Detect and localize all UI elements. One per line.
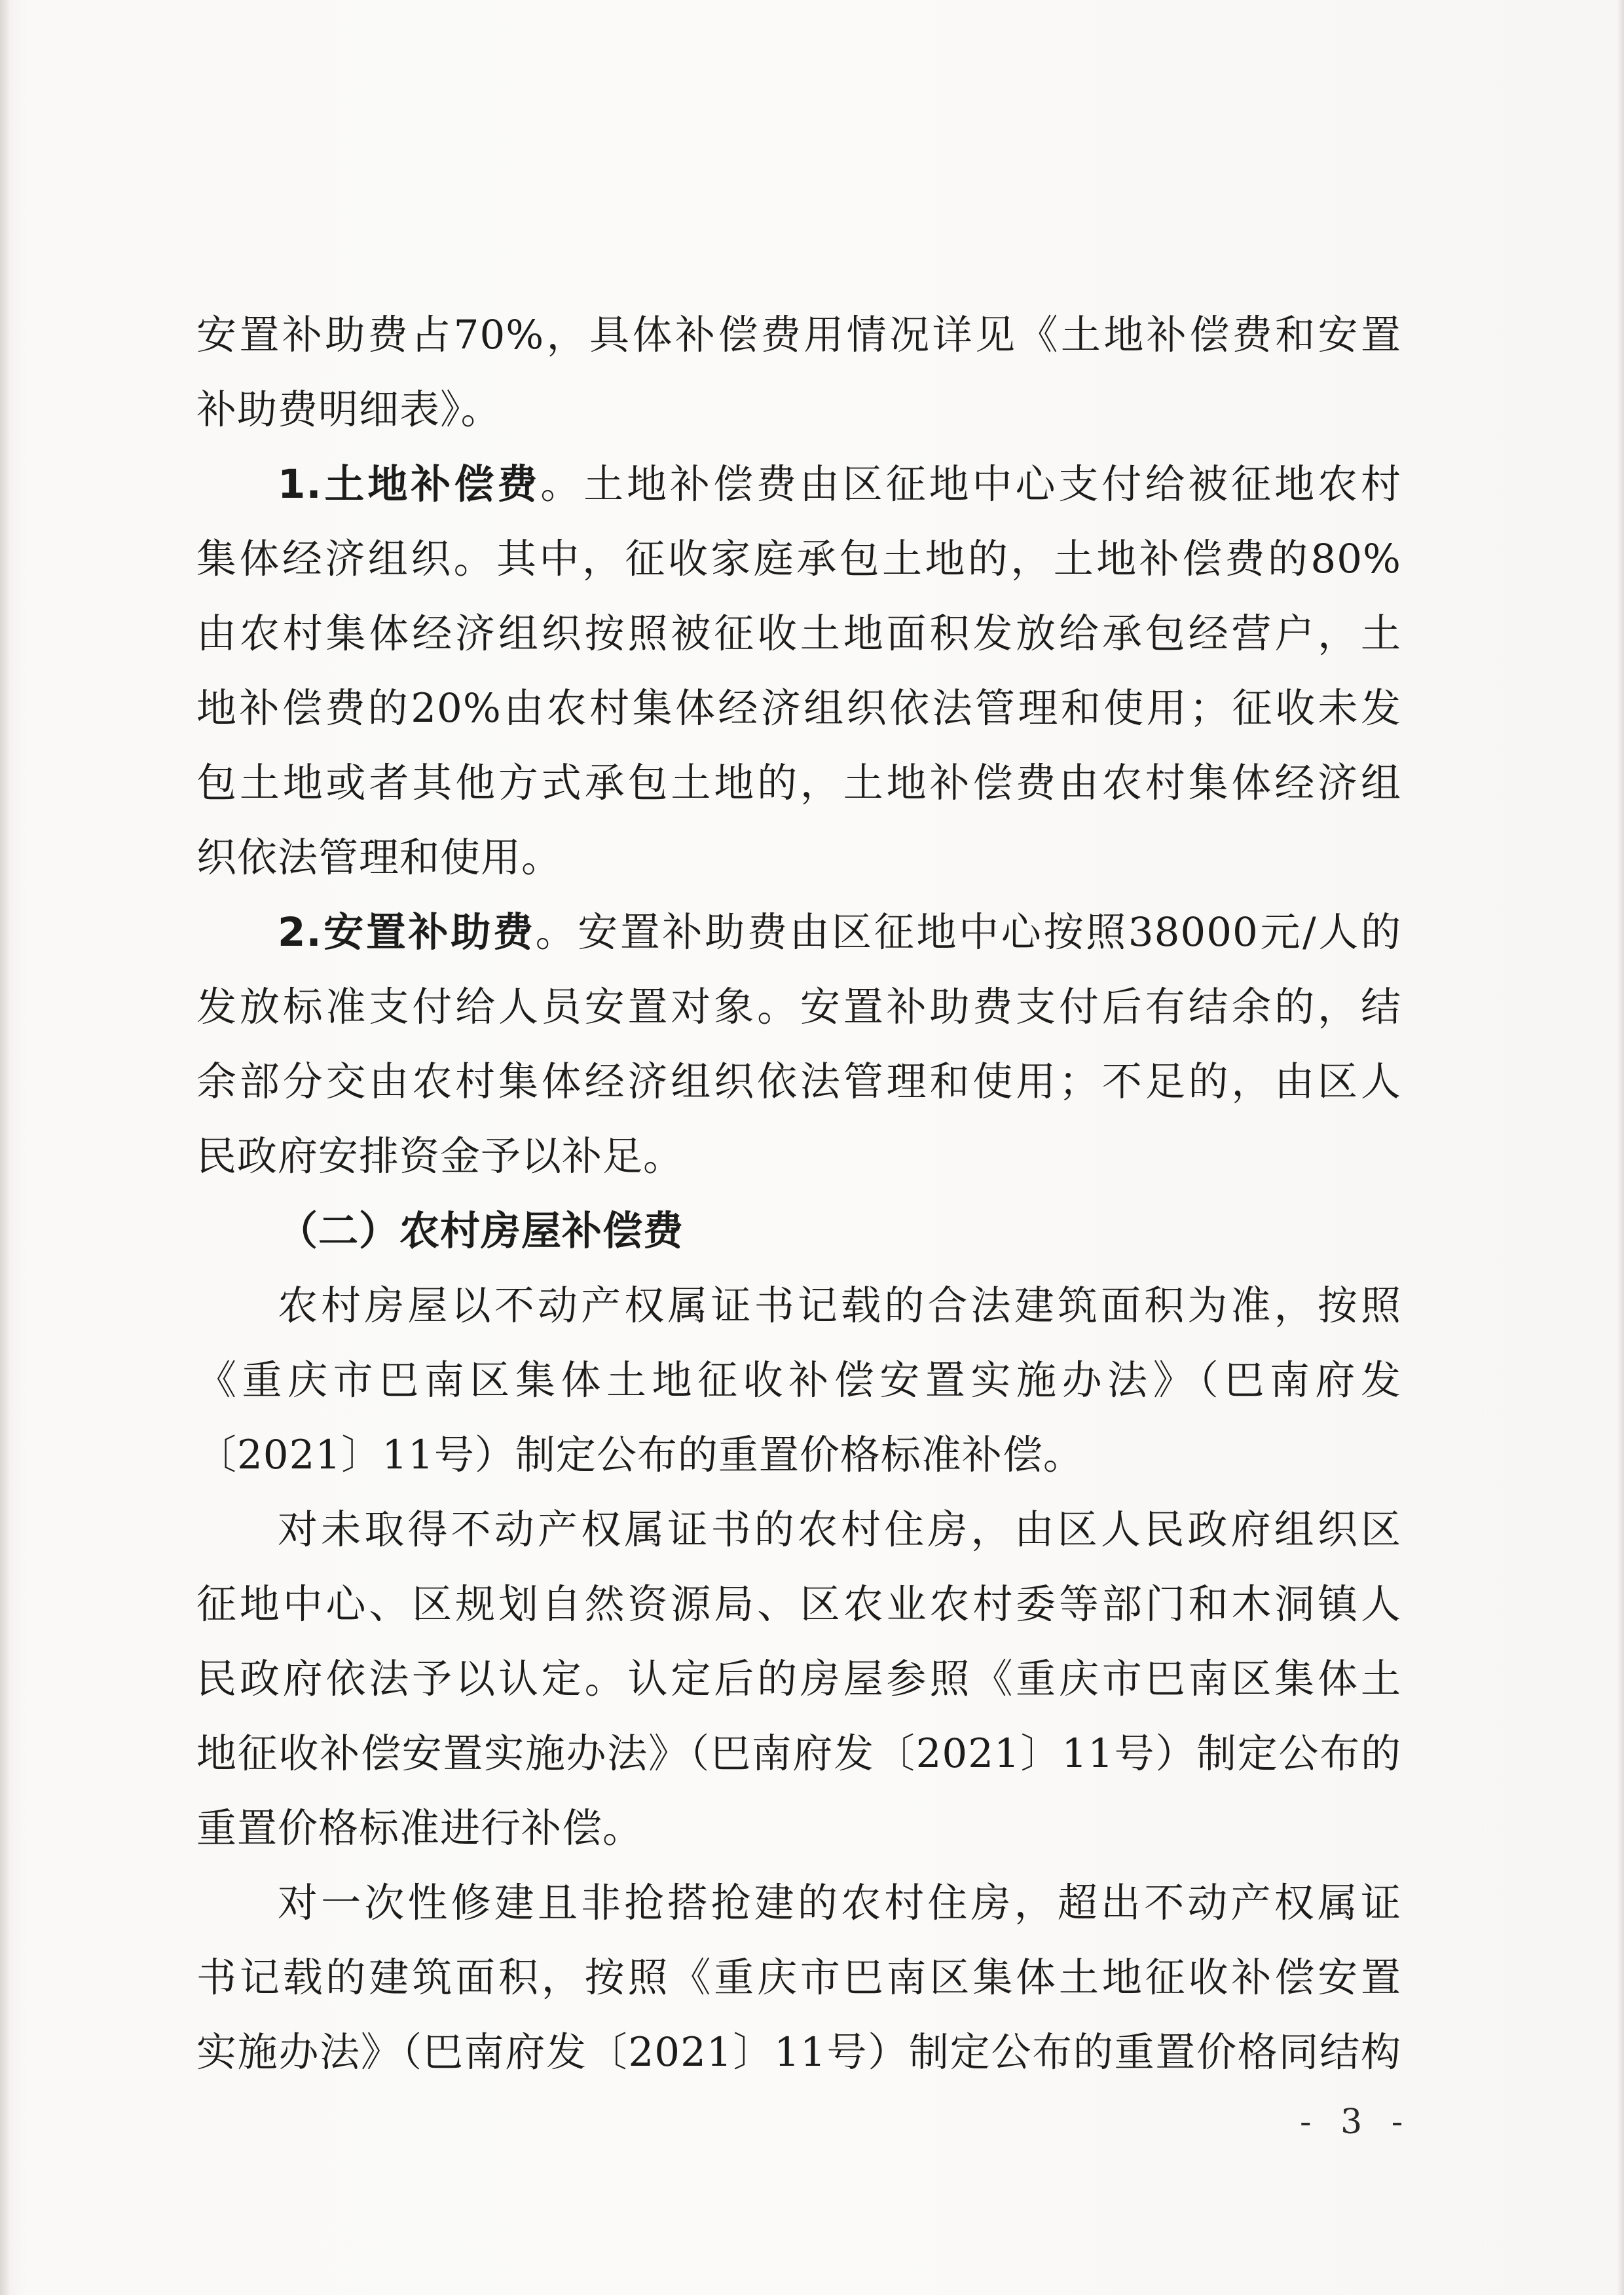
text-line-16: 〔2021〕11号）制定公布的重置价格标准补偿。	[196, 1432, 1084, 1478]
page-right-edge	[1617, 0, 1624, 2295]
text-line-2: 补助费明细表》。	[196, 386, 502, 433]
text-line-13	[196, 1194, 1401, 1269]
text-line-10: 发放标准支付给人员安置对象。安置补助费支付后有结余的，结	[196, 984, 1401, 1030]
text-line-6: 地补偿费的20%由农村集体经济组织依法管理和使用；征收未发	[196, 685, 1401, 732]
text-line-4: 集体经济组织。其中，征收家庭承包土地的，土地补偿费的80%	[196, 536, 1401, 582]
text-line-22: 对一次性修建且非抢搭抢建的农村住房，超出不动产权属证	[278, 1880, 1401, 1926]
text-line-11: 余部分交由农村集体经济组织依法管理和使用；不足的，由区人	[196, 1058, 1401, 1105]
text-line-24: 实施办法》（巴南府发〔2021〕11号）制定公布的重置价格同结构	[196, 2029, 1401, 2076]
page-number: - 3 -	[1300, 2102, 1412, 2142]
heading-resettlement-subsidy: 2.安置补助费	[278, 909, 536, 956]
text-line-7: 包土地或者其他方式承包土地的，土地补偿费由农村集体经济组	[196, 760, 1401, 806]
document-body	[196, 298, 1401, 2090]
heading-land-compensation: 1.土地补偿费	[278, 461, 541, 508]
page-left-edge	[0, 0, 9, 2295]
text-line-21: 重置价格标准进行补偿。	[196, 1805, 644, 1852]
text-line-9: 2.安置补助费。安置补助费由区征地中心按照38000元/人的	[278, 909, 1401, 956]
text-line-14: 农村房屋以不动产权属证书记载的合法建筑面积为准，按照	[278, 1282, 1401, 1329]
text-line-8: 织依法管理和使用。	[196, 834, 563, 881]
text-line-12: 民政府安排资金予以补足。	[196, 1133, 684, 1180]
text-line-15: 《重庆市巴南区集体土地征收补偿安置实施办法》（巴南府发	[196, 1357, 1401, 1404]
section-heading-housing: （二）农村房屋补偿费	[278, 1208, 684, 1254]
text-line-17: 对未取得不动产权属证书的农村住房，由区人民政府组织区	[278, 1506, 1401, 1553]
text-line-3: 1.土地补偿费。土地补偿费由区征地中心支付给被征地农村	[278, 461, 1401, 508]
text-line-1: 安置补助费占70%，具体补偿费用情况详见《土地补偿费和安置	[196, 312, 1401, 358]
text-line-23: 书记载的建筑面积，按照《重庆市巴南区集体土地征收补偿安置	[196, 1954, 1401, 2001]
text-line-5: 由农村集体经济组织按照被征收土地面积发放给承包经营户，土	[196, 610, 1401, 657]
text-line-18: 征地中心、区规划自然资源局、区农业农村委等部门和木洞镇人	[196, 1581, 1401, 1628]
text-line-19: 民政府依法予以认定。认定后的房屋参照《重庆市巴南区集体土	[196, 1656, 1401, 1702]
text-line-20: 地征收补偿安置实施办法》（巴南府发〔2021〕11号）制定公布的	[196, 1730, 1401, 1777]
